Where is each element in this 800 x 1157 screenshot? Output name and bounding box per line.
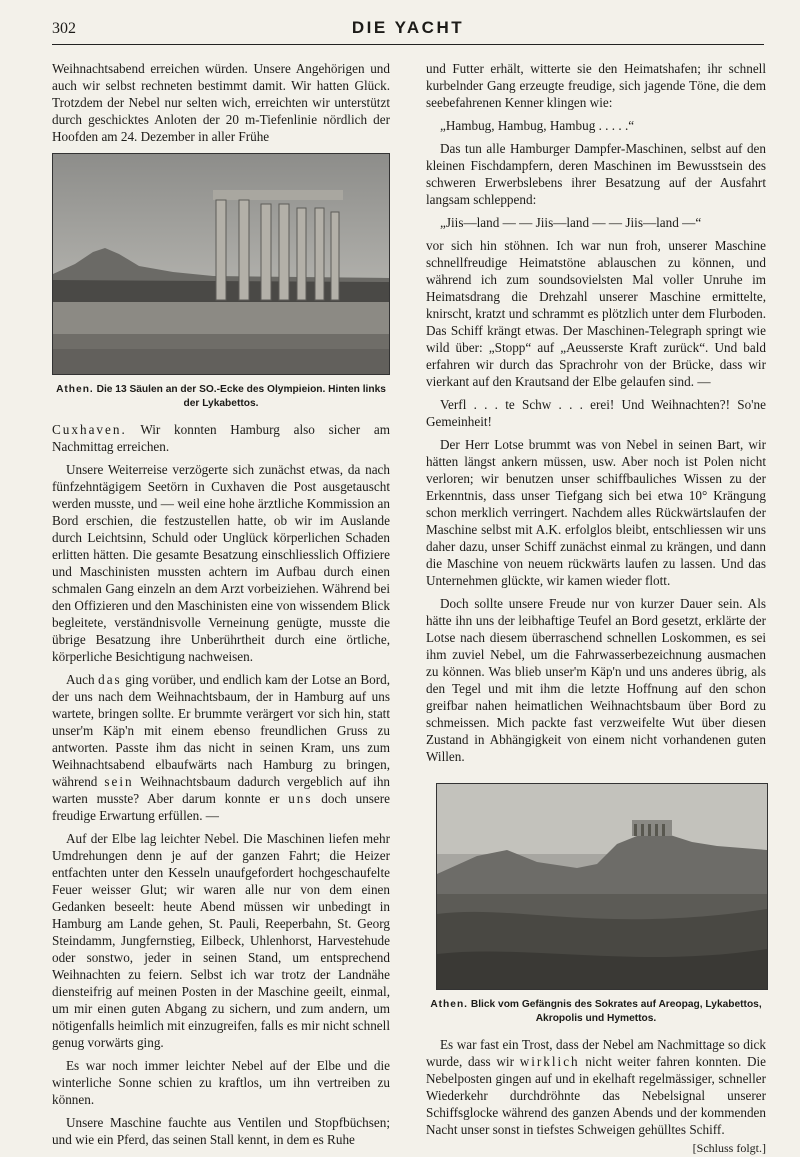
paragraph: Verfl . . . te Schw . . . erei! Und Weihnachten?! So'ne Gemeinheit!: [426, 397, 766, 429]
photo-olympieion: [52, 153, 390, 375]
paragraph: Der Herr Lotse brummt was von Nebel in seinen Bart, wir hätten längst ankern müssen, usw. Aber noch ist Polen nicht verloren; wir benutzen unser schiffbauliches Wissen zu der Erkenntnis, dass unser Tiefgang sich bei etwa 10° Krängung schon merklich verringert. Nachdem alles Rückwärtslaufen der Maschine selbst mit A.K. erfolglos bleibt, entschliessen wir uns daher dazu, unser Schiff zunächst einmal zu krängen, und dann die Maschine von neuem rückwärts laufen zu lassen. Und das Unternehmen glückte, wir kamen wieder flott.: [426, 437, 766, 588]
paragraph: Unsere Weiterreise verzögerte sich zunächst etwas, da nach fünfzehntägigem Seetörn in Cuxhaven die Post ausgetauscht werden musste, und — weil eine hohe ärztliche Kommission an Bord erschien, die festzustellen hatte, ob wir im Auslande durch Leichtsinn, Schuld oder Unglück körperlichen Schaden erlitten hätten. Die gesamte Besatzung einschliesslich Offiziere und Maschinisten mussten achtern im Aufbau durch einen schmalen Gang einzeln an dem Arzt vorbeiziehen. Während bei den Offizieren und den Maschinisten eine von wissendem Blick begleitete, verständnisvolle Verneinung genügte, musste die übrige Besatzung ihre Unberührtheit durch eine örtliche, körperliche Besichtigung nachweisen.: [52, 462, 390, 664]
caption-place: Athen.: [56, 384, 94, 395]
caption-text: Blick vom Gefängnis des Sokrates auf Areopag, Lykabettos, Akropolis und Hymettos.: [470, 999, 762, 1024]
paragraph: Auch das ging vorüber, und endlich kam der Lotse an Bord, der uns nach dem Weihnachtsbaum, der in Hamburg auf uns wartete, bringen sollte. Er brummte verärgert vor sich hin, statt unser'm Käp'n mit einem ebenso freundlichen Gruss zu antworten. Passte ihm das nicht in seinen Kram, uns zum Weihnachtsabend elbaufwärts nach Hamburg zu bringen, während sein Weihnachtsbaum dadurch vergeblich auf ihn warten musste? Aber darum konnte er uns doch unsere freudige Erwartung erfüllen. —: [52, 672, 391, 823]
paragraph: Das tun alle Hamburger Dampfer-Maschinen, selbst auf den kleinen Fischdampfern, deren Maschinen im Bewusstsein des schweren Erwerbslebens ihrer Besatzung auf der Ausfahrt langsam schleppend:: [426, 141, 766, 207]
paragraph: Unsere Maschine fauchte aus Ventilen und Stopfbüchsen; und wie ein Pferd, das seinen Stall kennt, in dem es Ruhe: [52, 1115, 390, 1147]
caption-place: Athen.: [430, 999, 469, 1010]
to-be-continued: [Schluss folgt.]: [692, 1141, 766, 1155]
acropolis-photo-image: [437, 784, 767, 989]
page-number: 302: [52, 20, 76, 37]
left-column: [52, 60, 390, 1154]
paragraph: Auf der Elbe lag leichter Nebel. Die Maschinen liefen mehr Umdrehungen denn je auf der ganzen Fahrt; die Heizer entfachten unter den Kesseln unaufgefordert hochgeschaufelte Feuer weisser Glut; wir waren alle nur von dem einen Gedanken beseelt: heute Abend müssen wir unbedingt in Hamburg am Lande gehen, St. Pauli, Reeperbahn, St. Georg Steindamm, Jungfernstieg, Eilbeck, Uhlenhorst, Harvestehude oder sonstwo, jeder in seinen Stand, um entsprechend Weihnachten zu feiern. Selbst ich war trotz der Landnähe diensteifrig auf meinen Posten in der Maschine geeilt, einmal, um mir einen guten Abgang zu sichern, und zum andern, um nötigenfalls heimlich mit einzugreifen, falls es mir nicht schnell genug vorwärts ging.: [52, 831, 390, 1050]
photo-acropolis: [436, 783, 768, 990]
paragraph: vor sich hin stöhnen. Ich war nun froh, unserer Maschine schnellfreudige Heimatstöne ablauschen zu können, und während ich zum soundsovielsten Mal voller Unruhe im Heimatsdrang die Drehzahl unserer Maschine ermittelte, knirscht, kratzt und schrammt es plötzlich unter dem Flurboden. Das Schiff krängt etwas. Der Maschinen-Telegraph springt wie wild über: „Stopp“ auf „Aeusserste Kraft zurück“. Und bald erfahren wir durch das Sprachrohr von der Brücke, dass wir vierkant auf den Krautsand der Elbe gelaufen sind. —: [426, 238, 766, 389]
olympieion-photo-image: [53, 154, 389, 374]
photo-caption: [426, 998, 766, 1026]
photo-caption: [52, 383, 390, 411]
right-column: [426, 60, 766, 1157]
running-title: DIE YACHT: [351, 18, 465, 37]
place-name: Cuxhaven.: [52, 422, 127, 437]
paragraph: Doch sollte unsere Freude nur von kurzer Dauer sein. Als hätte ihn uns der leibhaftige Teufel an Bord gesetzt, erklärte der Lotse nach diesem überraschend schnellen Loskommen, es sei ihm zuviel Nebel, um die Fahrwasserbezeichnung ausmachen zu können. Was blieb unser'm Käp'n und uns anderes übrig, als den Tegel und mit ihm die letzte Hoffnung auf den schon greifbar nahen heimatlichen Weihnachtsbaum über Bord zu schmeissen. Mich packte fast verzweifelte Wut über diesen Zustand in Abhängigkeit von einem nicht vorhandenen guten Willen.: [426, 596, 766, 764]
quote: „Jiis—land — — Jiis—land — — Jiis—land —“: [440, 215, 702, 230]
paragraph: Es war fast ein Trost, dass der Nebel am Nachmittage so dick wurde, dass wir wirklich nicht weiter fahren konnten. Die Nebelposten gingen auf und in ekelhaft regelmässiger, schneller Wiederkehr durchdröhnte das Nebelsignal unserer Schiffsglocke während des ganzen Abends und der kommenden Nacht unser sonst in tiefstes Schweigen gehülltes Schiff.: [426, 1037, 767, 1137]
paragraph: Cuxhaven. Wir konnten Hamburg also sicher am Nachmittag erreichen.: [52, 422, 390, 454]
paragraph: Weihnachtsabend erreichen würden. Unsere Angehörigen und auch wir selbst rechneten bestimmt damit. Wir hatten Glück. Trotzdem der Nebel nur selten wich, erreichten wir unterstützt durch geschicktes Anloten der 20 m-Tiefenlinie nördlich der Hoofden am 24. Dezember in aller Frühe: [52, 61, 390, 144]
paragraph: und Futter erhält, witterte sie den Heimatshafen; ihr schnell kurbelnder Gang erzeugte freudige, sich jagende Töne, die dem seebefahrenen Kenner klingen wie:: [426, 61, 766, 110]
page-header: [52, 18, 764, 45]
paragraph: Es war noch immer leichter Nebel auf der Elbe und die winterliche Sonne schien zu kraftlos, um ihn vertreiben zu können.: [52, 1058, 390, 1107]
caption-text: Die 13 Säulen an der SO.-Ecke des Olympieion. Hinten links der Lykabettos.: [96, 384, 386, 409]
quote: „Hambug, Hambug, Hambug . . . . .“: [440, 118, 635, 133]
